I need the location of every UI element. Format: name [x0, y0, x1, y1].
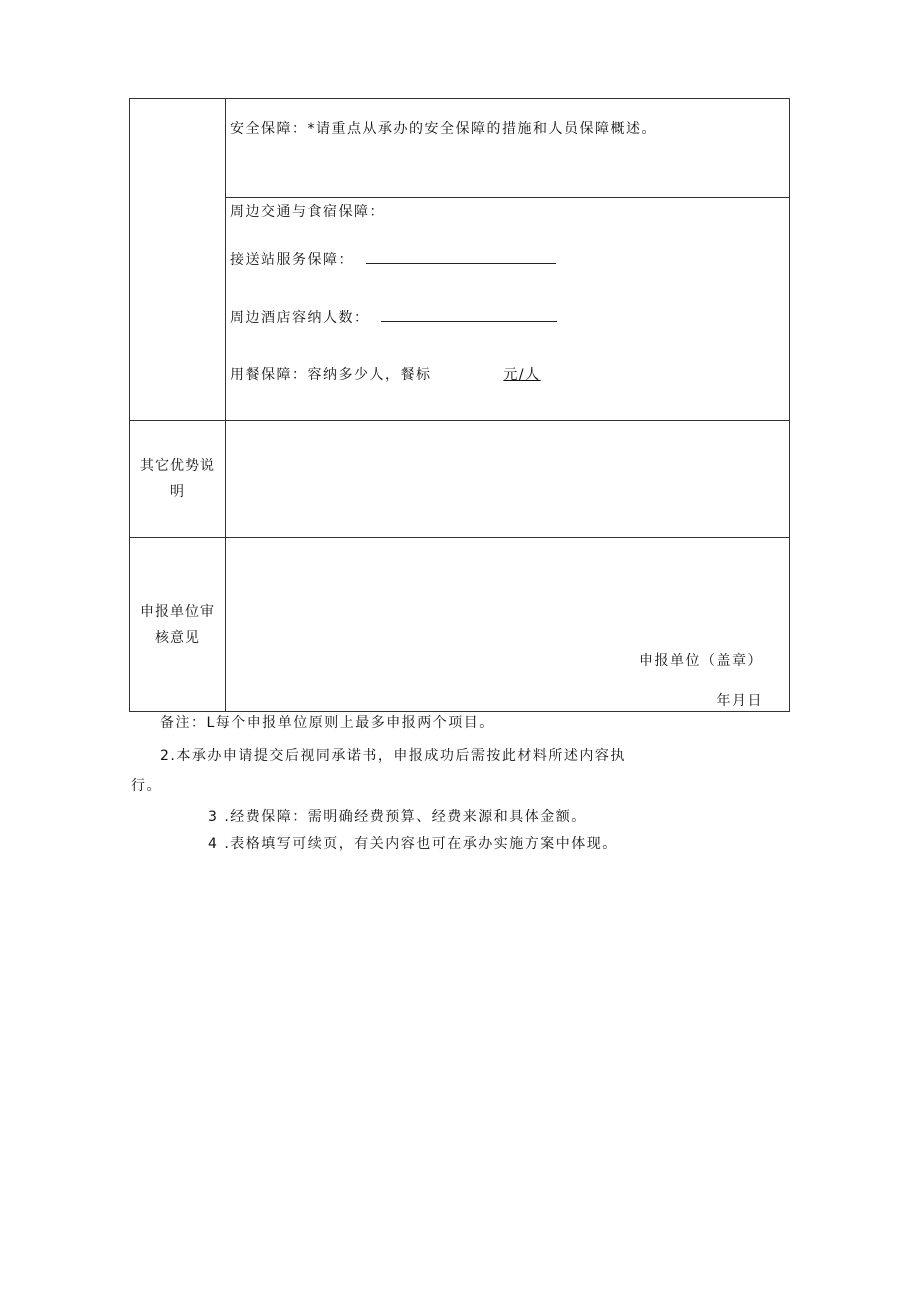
hotel-blank[interactable]	[381, 307, 557, 322]
hotel-line	[230, 307, 557, 327]
review-label-line2: 核意见	[155, 629, 200, 646]
shuttle-blank[interactable]	[366, 249, 556, 264]
dining-unit: 元/人	[503, 367, 541, 383]
safety-cell	[226, 99, 790, 198]
stamp-label: 申报单位（盖章）	[639, 653, 763, 669]
empty-label-cell	[130, 99, 226, 421]
review-content[interactable]	[226, 538, 790, 712]
review-label	[130, 538, 226, 712]
dining-label: 用餐保障：容纳多少人，餐标	[230, 367, 432, 383]
application-form-table	[129, 98, 790, 712]
date-label: 年月日	[716, 693, 763, 709]
note-2-line1: 2.本承办申请提交后视同承诺书，申报成功后需按此材料所述内容执	[160, 748, 626, 764]
shuttle-label: 接送站服务保障：	[230, 252, 354, 268]
hotel-label: 周边酒店容纳人数：	[230, 310, 370, 326]
note-4: 4 .表格填写可续页，有关内容也可在承办实施方案中体现。	[208, 836, 618, 852]
note-2-line2: 行。	[131, 778, 162, 794]
note-1: 备注：L每个申报单位原则上最多申报两个项目。	[160, 715, 495, 731]
dining-line	[230, 364, 541, 384]
advantages-label-line2: 明	[170, 484, 185, 500]
advantages-content[interactable]	[226, 421, 790, 538]
shuttle-line	[230, 249, 556, 269]
review-label-line1: 申报单位审	[140, 603, 215, 620]
advantages-label-line1: 其它优势说	[140, 458, 215, 474]
safety-text: 安全保障：*请重点从承办的安全保障的措施和人员保障概述。	[230, 121, 657, 137]
logistics-row	[130, 198, 790, 421]
logistics-heading: 周边交通与食宿保障：	[230, 204, 385, 220]
advantages-label	[130, 421, 226, 538]
review-row	[130, 538, 790, 712]
safety-row	[130, 99, 790, 198]
note-3: 3 .经费保障：需明确经费预算、经费来源和具体金额。	[208, 809, 587, 825]
logistics-cell	[226, 198, 790, 421]
advantages-row	[130, 421, 790, 538]
